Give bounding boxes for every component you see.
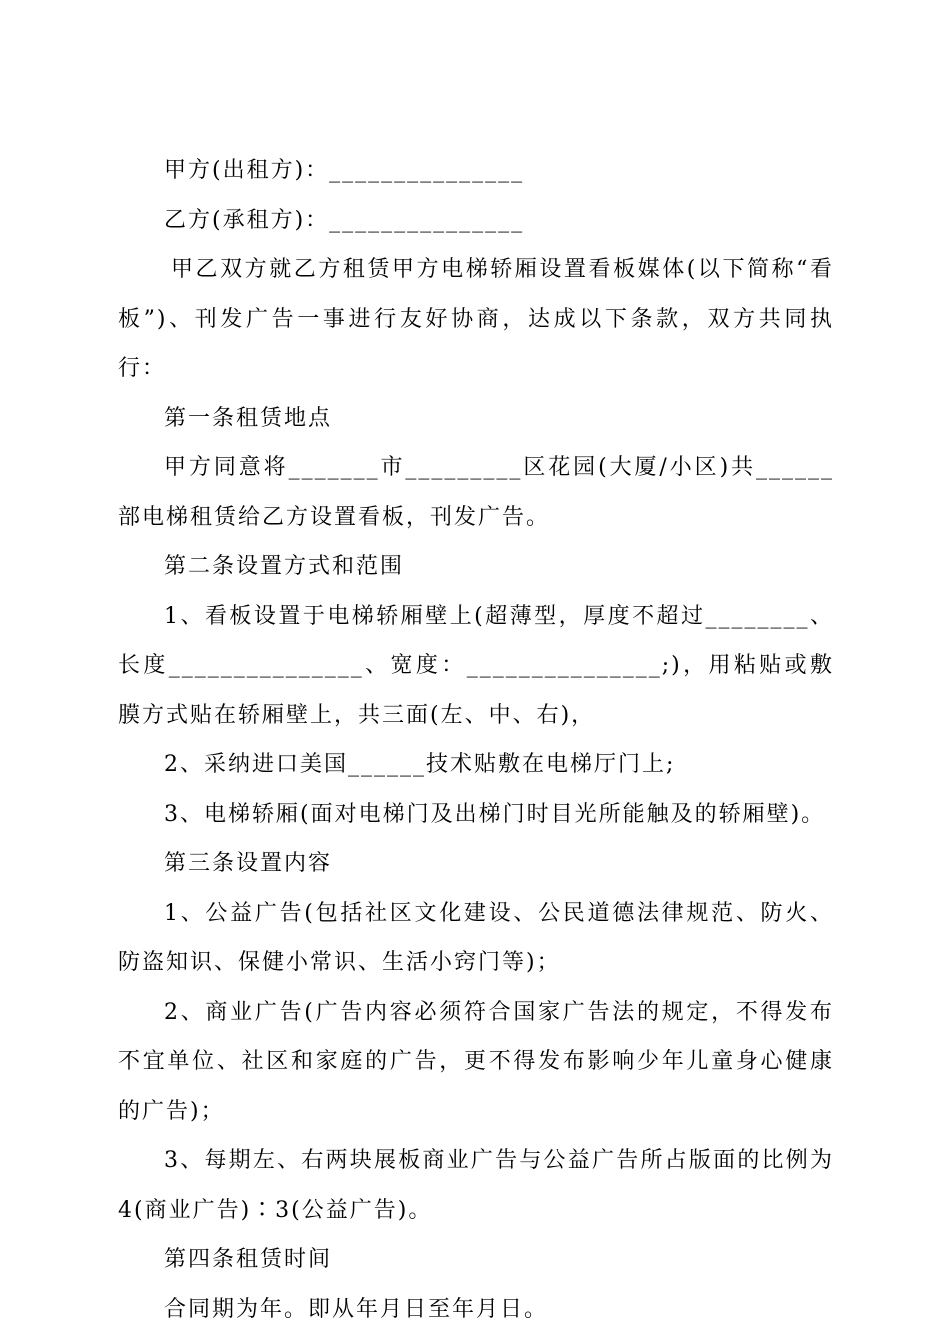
- contract-page: [118, 146, 834, 1334]
- article-3-item-3: 3、每期左、右两块展板商业广告与公益广告所占版面的比例为4(商业广告)∶3(公益广告)。: [118, 1148, 834, 1223]
- article-2-item-2: 2、采纳进口美国______技术贴敷在电梯厅门上;: [164, 752, 676, 777]
- article-3-heading: 第三条设置内容: [164, 851, 333, 876]
- article-2-item-3: 3、电梯轿厢(面对电梯门及出梯门时目光所能触及的轿厢壁)。: [164, 801, 826, 827]
- article-1-body: 甲方同意将_______市_________区花园(大厦/小区)共______部电梯租赁给乙方设置看板，刊发广告。: [118, 455, 834, 530]
- article-3-item-1: 1、公益广告(包括社区文化建设、公民道德法律规范、防火、防盗知识、保健小常识、生活小窍门等)；: [118, 900, 834, 975]
- party-a-line: 甲方(出租方)：_______________: [164, 158, 525, 183]
- article-1-heading: 第一条租赁地点: [164, 405, 333, 431]
- article-4-body: 合同期为年。即从年月日至年月日。: [164, 1296, 549, 1322]
- article-3-item-2: 2、商业广告(广告内容必须符合国家广告法的规定，不得发布不宜单位、社区和家庭的广告，更不得发布影响少年儿童身心健康的广告)；: [118, 999, 834, 1124]
- article-2-item-1: 1、看板设置于电梯轿厢壁上(超薄型，厚度不超过________、长度_______________、宽度：_______________;)，用粘贴或敷膜方式贴在轿厢壁上，共三面(左、中、右)，: [118, 603, 834, 728]
- article-4-heading: 第四条租赁时间: [164, 1247, 333, 1272]
- party-b-line: 乙方(承租方)：_______________: [164, 207, 525, 233]
- preamble-paragraph: 甲乙双方就乙方租赁甲方电梯轿厢设置看板媒体(以下简称“看板”)、刊发广告一事进行友好协商，达成以下条款，双方共同执行：: [118, 257, 834, 381]
- article-2-heading: 第二条设置方式和范围: [164, 554, 405, 579]
